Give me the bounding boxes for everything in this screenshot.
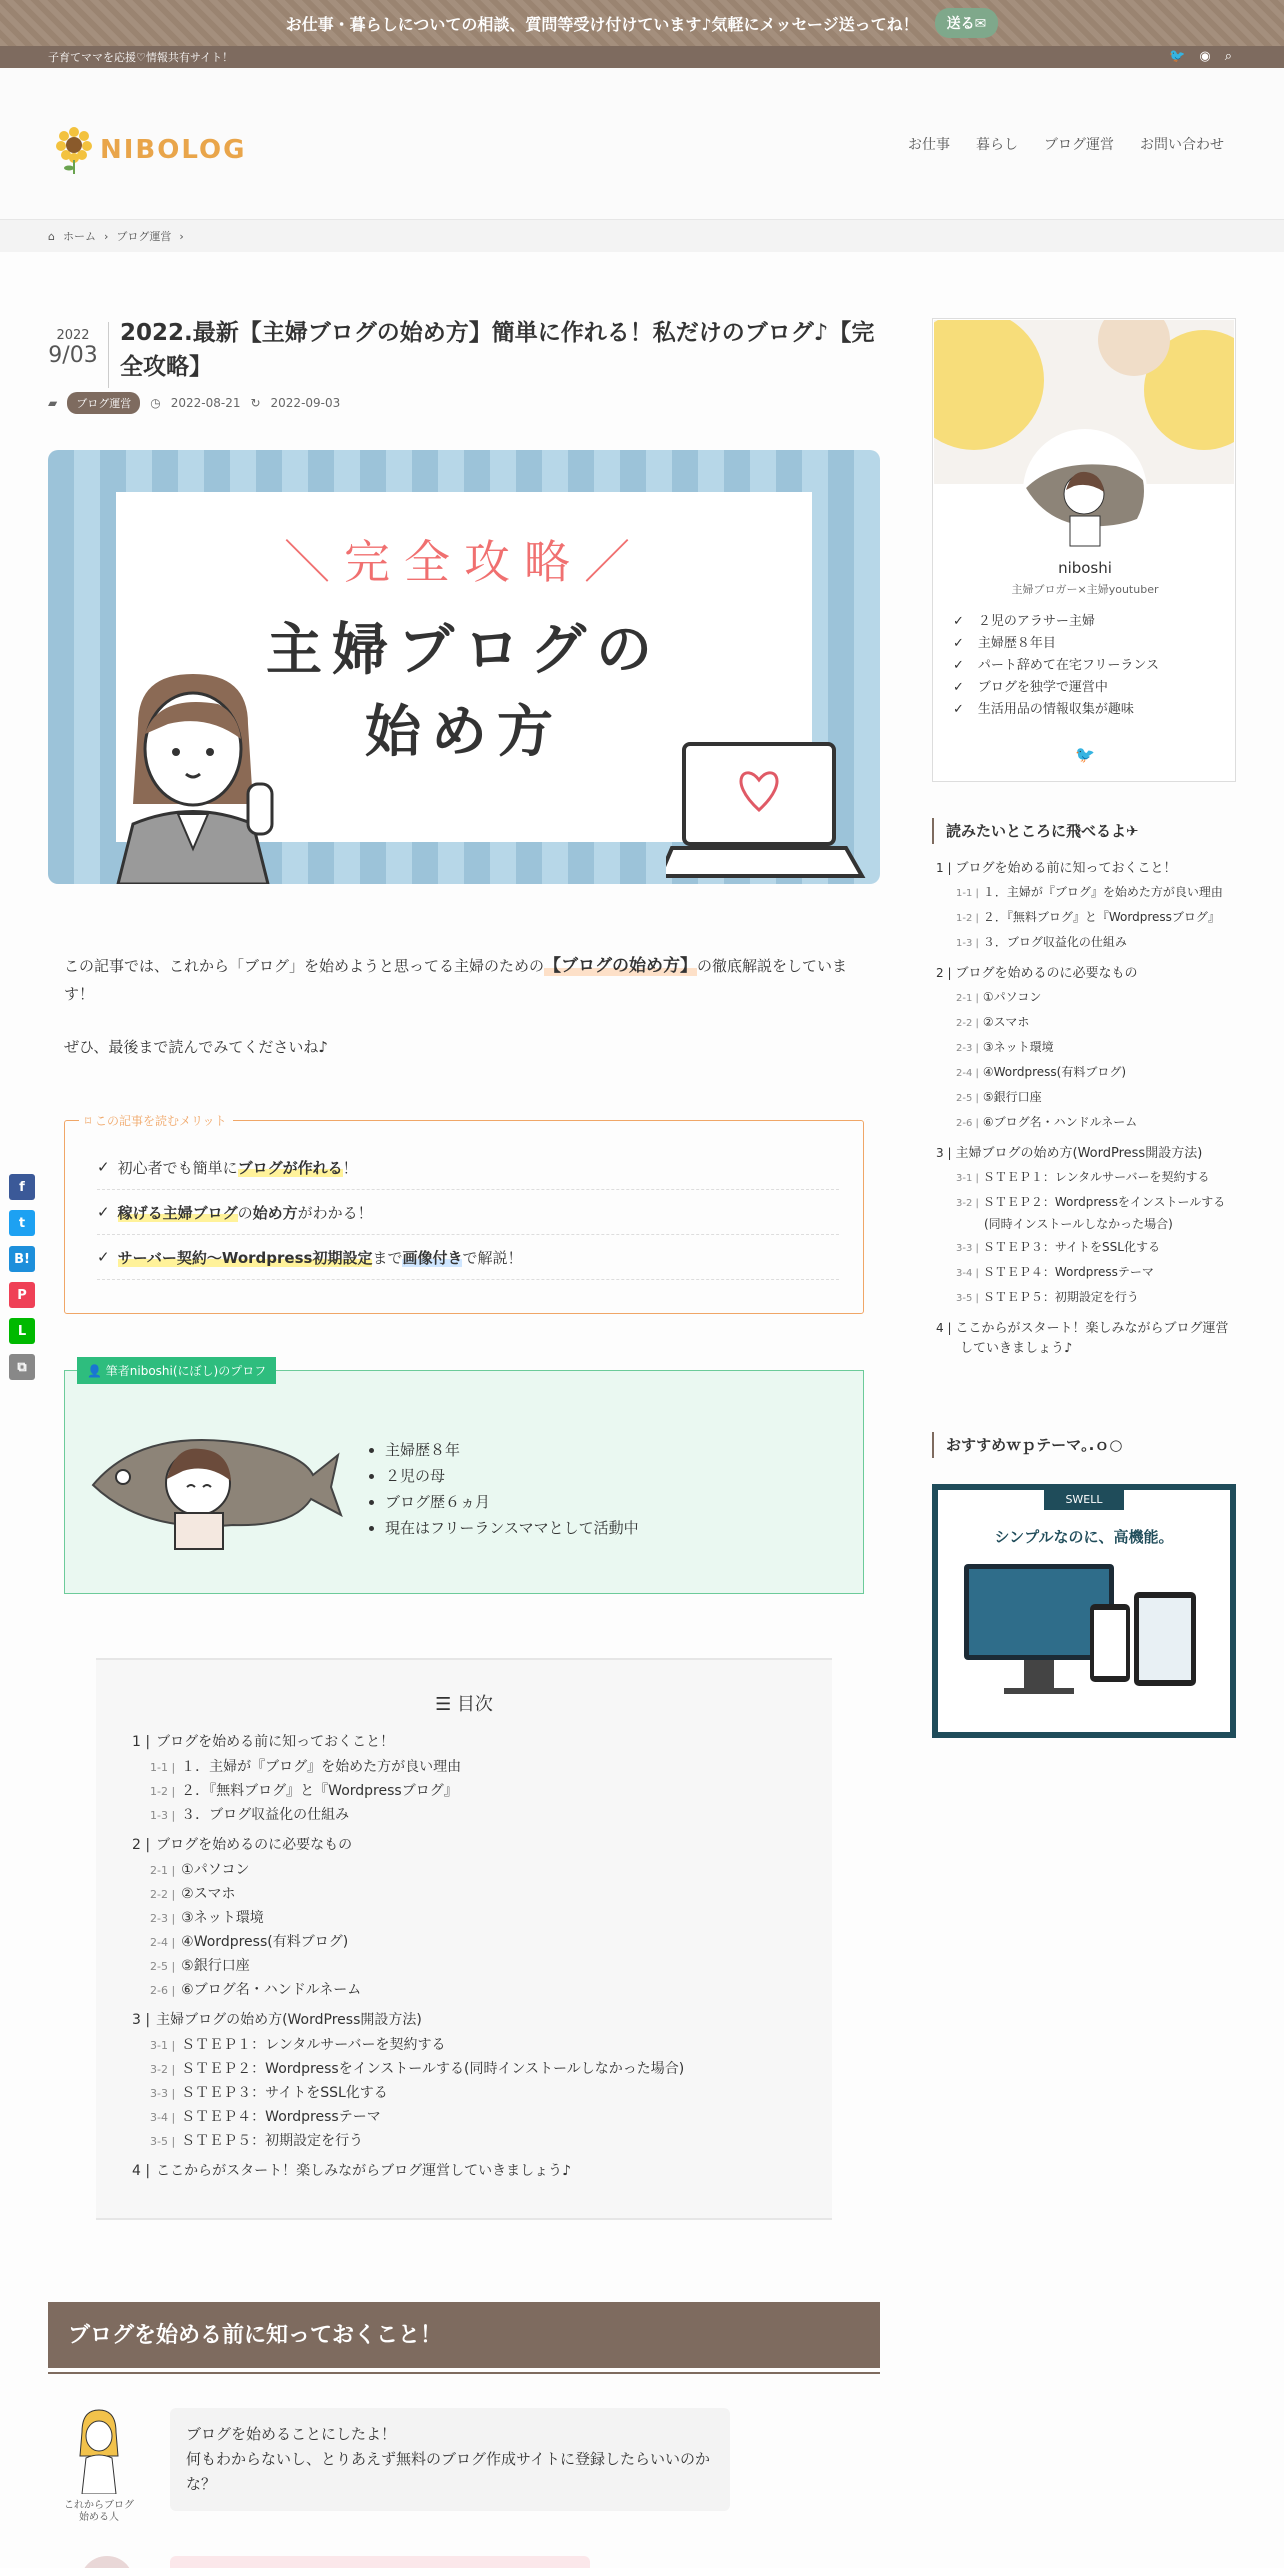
clock-icon: ◷ bbox=[150, 396, 161, 410]
toc-subitem[interactable] bbox=[936, 1287, 1236, 1309]
toc-number: 2-3 | bbox=[150, 1912, 176, 1925]
page-title: 2022.最新【主婦ブログの始め方】簡単に作れる！私だけのブログ♪【完全攻略】 bbox=[120, 320, 875, 380]
list-icon: ☰ bbox=[435, 1694, 457, 1715]
toc-number: 4 | bbox=[936, 1321, 952, 1335]
profile-box-title: 👤 筆者niboshi(にぼし)のプロフ bbox=[77, 1357, 276, 1384]
speaker-avatar bbox=[64, 2408, 134, 2524]
toc-number: 4 | bbox=[132, 2163, 151, 2179]
speaker-caption: これからブログ始める人 bbox=[64, 2500, 134, 2523]
toc-subitem[interactable] bbox=[132, 2081, 812, 2105]
toc-subitem[interactable] bbox=[936, 1012, 1236, 1034]
notice-text: お仕事・暮らしについての相談、質問等受け付けています♪気軽にメッセージ送ってね！ bbox=[285, 14, 919, 34]
toc-subitem[interactable] bbox=[132, 1858, 812, 1882]
profile-widget bbox=[932, 318, 1236, 782]
toc-label: ここからがスタート！楽しみながらブログ運営していきましょう♪ bbox=[156, 2163, 572, 2179]
toc-label: ④Wordpress(有料ブログ) bbox=[982, 1065, 1127, 1079]
pocket-share-icon[interactable]: P bbox=[9, 1282, 35, 1308]
toc-label: 主婦ブログの始め方(WordPress開設方法) bbox=[156, 2012, 422, 2028]
toc-subitem[interactable] bbox=[936, 1062, 1236, 1084]
toc-subitem[interactable] bbox=[936, 1262, 1236, 1284]
eyecatch-title-line1: 主婦ブログの bbox=[266, 618, 662, 683]
folder-icon: ▰ bbox=[48, 396, 58, 410]
updated-date: 2022-09-03 bbox=[270, 396, 341, 410]
toc-label: ＳＴＥＰ３：サイトをSSL化する bbox=[181, 2085, 388, 2101]
toc-number: 2 | bbox=[936, 966, 952, 980]
list-item: • ２児の母 bbox=[385, 1463, 639, 1489]
breadcrumb-home[interactable]: ホーム bbox=[62, 230, 96, 243]
toc-label: ブログを始めるのに必要なもの bbox=[156, 1837, 353, 1853]
toc-label: ブログを始めるのに必要なもの bbox=[955, 966, 1138, 981]
list-item: ✓ 生活用品の情報収集が趣味 bbox=[953, 699, 1159, 721]
profile-name: niboshi bbox=[1058, 559, 1112, 577]
toc-subitem[interactable] bbox=[132, 1755, 812, 1779]
swell-theme-banner[interactable] bbox=[932, 1484, 1236, 1738]
profile-list bbox=[385, 1437, 639, 1541]
toc-item[interactable] bbox=[132, 2159, 812, 2184]
swell-tagline: シンプルなのに、高機能。 bbox=[994, 1528, 1174, 1546]
chevron-right-icon: › bbox=[103, 229, 109, 243]
divider bbox=[108, 322, 109, 388]
toc-number: 3-1 | bbox=[150, 2039, 176, 2052]
eyecatch-title-line2: 始め方 bbox=[365, 700, 563, 765]
merit-list bbox=[97, 1145, 839, 1280]
list-item: ✓ ２児のアラサー主婦 bbox=[953, 611, 1159, 633]
twitter-share-icon[interactable]: t bbox=[9, 1210, 35, 1236]
toc-label: ①パソコン bbox=[982, 990, 1042, 1004]
toc-subitem[interactable] bbox=[132, 1906, 812, 1930]
toc-number: 1-1 | bbox=[150, 1761, 176, 1774]
toc-subitem[interactable] bbox=[936, 1087, 1236, 1109]
toc-label: ③ネット環境 bbox=[982, 1040, 1054, 1054]
breadcrumb-category[interactable]: ブログ運営 bbox=[116, 230, 172, 243]
toc-label: ＳＴＥＰ４：Wordpressテーマ bbox=[982, 1265, 1154, 1279]
facebook-share-icon[interactable]: f bbox=[9, 1174, 35, 1200]
toc-label: ⑤銀行口座 bbox=[982, 1090, 1042, 1104]
user-icon: 👤 bbox=[87, 1364, 106, 1378]
hatena-share-icon[interactable]: B! bbox=[9, 1246, 35, 1272]
toc-label: １．主婦が『ブログ』を始めた方が良い理由 bbox=[982, 885, 1223, 899]
published-date: 2022-08-21 bbox=[170, 396, 241, 410]
toc-number: 3-2 | bbox=[956, 1198, 979, 1209]
toc-label: ここからがスタート！楽しみながらブログ運営していきましょう♪ bbox=[955, 1321, 1229, 1356]
author-profile-box bbox=[64, 1364, 864, 1594]
balloon-text bbox=[170, 2408, 730, 2511]
toc-subitem[interactable] bbox=[936, 1112, 1236, 1134]
toc-label: ＳＴＥＰ１：レンタルサーバーを契約する bbox=[982, 1170, 1210, 1184]
swell-logo: SWELL bbox=[1044, 1490, 1124, 1510]
toc-number: 3 | bbox=[132, 2012, 151, 2028]
table-of-contents bbox=[96, 1658, 832, 2220]
list-item: ✓ サーバー契約～Wordpress初期設定まで画像付きで解説！ bbox=[97, 1235, 839, 1280]
toc-number: 3-3 | bbox=[150, 2087, 176, 2100]
speech-balloon-2 bbox=[170, 2556, 590, 2568]
toc-number: 2-4 | bbox=[150, 1936, 176, 1949]
list-item: ✓ ブログを独学で運営中 bbox=[953, 677, 1159, 699]
toc-subitem[interactable] bbox=[132, 1930, 812, 1954]
toc-label: ＳＴＥＰ５：初期設定を行う bbox=[181, 2133, 364, 2149]
toc-number: 1-1 | bbox=[956, 888, 979, 899]
toc-label: ④Wordpress(有料ブログ) bbox=[181, 1934, 349, 1950]
notice-send-button[interactable]: 送る✉ bbox=[935, 8, 999, 38]
toc-subitem[interactable] bbox=[936, 932, 1236, 954]
subbar-icons bbox=[1169, 49, 1232, 64]
section-heading: ブログを始める前に知っておくこと！ bbox=[48, 2302, 880, 2368]
toc-subitem[interactable] bbox=[936, 1037, 1236, 1059]
niboshi-avatar-illustration bbox=[83, 1415, 343, 1555]
toc-subitem[interactable] bbox=[132, 2105, 812, 2129]
logo-text: NIBOLOG bbox=[100, 135, 247, 165]
toc-label: ③ネット環境 bbox=[181, 1910, 264, 1926]
list-item: ✓ 稼げる主婦ブログの始め方がわかる！ bbox=[97, 1190, 839, 1235]
eyecatch-subtitle: ＼完全攻略／ bbox=[284, 535, 644, 589]
toc-number: 2-1 | bbox=[150, 1864, 176, 1877]
line-share-icon[interactable]: L bbox=[9, 1318, 35, 1344]
toc-number: 3-4 | bbox=[956, 1268, 979, 1279]
balloon-line-1: ブログを始めることにしたよ！ bbox=[186, 2425, 397, 2443]
sub-bar bbox=[0, 46, 1284, 68]
chevron-right-icon: › bbox=[179, 229, 184, 243]
toc-number: 2-6 | bbox=[150, 1984, 176, 1997]
sidebar-toc bbox=[936, 858, 1236, 1368]
eyecatch-image bbox=[48, 450, 880, 884]
sunflower-icon bbox=[56, 126, 92, 174]
site-tagline: 子育てママを応援♡情報共有サイト！ bbox=[48, 51, 234, 64]
site-header bbox=[0, 68, 1284, 220]
toc-number: 3-5 | bbox=[956, 1293, 979, 1304]
laptop-illustration bbox=[666, 740, 866, 880]
nav-item-work[interactable]: お仕事 bbox=[908, 137, 950, 153]
toc-subitem[interactable] bbox=[132, 2129, 812, 2153]
share-buttons bbox=[9, 1174, 35, 1380]
toc-label: ＳＴＥＰ２：Wordpressをインストールする(同時インストールしなかった場合) bbox=[181, 2061, 685, 2077]
avatar bbox=[1023, 429, 1147, 553]
toc-label: ⑥ブログ名・ハンドルネーム bbox=[181, 1982, 362, 1998]
date-box bbox=[48, 328, 98, 368]
toc-label: ３．ブログ収益化の仕組み bbox=[982, 935, 1127, 949]
toc-subitem[interactable] bbox=[132, 1978, 812, 2002]
profile-list bbox=[953, 611, 1159, 721]
toc-label: ＳＴＥＰ５：初期設定を行う bbox=[982, 1290, 1139, 1304]
update-icon: ↻ bbox=[250, 396, 261, 410]
widget-title-theme: おすすめｗｐテーマ｡.ｏ○ bbox=[932, 1432, 1236, 1458]
toc-subitem[interactable] bbox=[936, 907, 1236, 929]
toc-subitem[interactable] bbox=[936, 1192, 1236, 1234]
toc-label: ２．『無料ブログ』と『Wordpressブログ』 bbox=[982, 910, 1220, 924]
date-month-day: 9/03 bbox=[48, 343, 98, 368]
toc-subitem[interactable] bbox=[936, 987, 1236, 1009]
toc-number: 3-4 | bbox=[150, 2111, 176, 2124]
rss-icon[interactable]: ◉ bbox=[1199, 49, 1211, 64]
toc-subitem[interactable] bbox=[132, 1954, 812, 1978]
toc-label: ⑤銀行口座 bbox=[181, 1958, 250, 1974]
toc-number: 1 | bbox=[132, 1734, 151, 1750]
toc-subitem[interactable] bbox=[936, 1237, 1236, 1259]
toc-number: 1-3 | bbox=[150, 1809, 176, 1822]
nav-item-life[interactable]: 暮らし bbox=[976, 137, 1018, 153]
toc-label: ３．ブログ収益化の仕組み bbox=[181, 1807, 350, 1823]
swell-banner-inner bbox=[938, 1490, 1230, 1732]
toc-number: 2-2 | bbox=[956, 1018, 979, 1029]
toc-number: 2-4 | bbox=[956, 1068, 979, 1079]
toc-subitem[interactable] bbox=[132, 1779, 812, 1803]
global-nav bbox=[908, 134, 1224, 154]
post-meta bbox=[48, 392, 340, 414]
housewife-illustration bbox=[98, 664, 298, 884]
toc-list bbox=[132, 1730, 812, 2190]
toc-subitem[interactable] bbox=[936, 1167, 1236, 1189]
toc-label: ②スマホ bbox=[982, 1015, 1030, 1029]
toc-label: ⑥ブログ名・ハンドルネーム bbox=[982, 1115, 1138, 1129]
breadcrumb bbox=[0, 220, 1284, 252]
toc-subitem[interactable] bbox=[132, 2057, 812, 2081]
toc-label: ＳＴＥＰ３：サイトをSSL化する bbox=[982, 1240, 1160, 1254]
toc-label: １．主婦が『ブログ』を始めた方が良い理由 bbox=[181, 1759, 462, 1775]
twitter-icon[interactable]: 🐦 bbox=[1169, 49, 1186, 64]
merit-box bbox=[64, 1114, 864, 1314]
toc-number: 2 | bbox=[132, 1837, 151, 1853]
toc-number: 3-2 | bbox=[150, 2063, 176, 2076]
toc-label: ＳＴＥＰ１：レンタルサーバーを契約する bbox=[181, 2037, 446, 2053]
list-item: ✓ 主婦歴８年目 bbox=[953, 633, 1159, 655]
toc-title: ☰ 目次 bbox=[435, 1694, 493, 1715]
toc-number: 2-5 | bbox=[150, 1960, 176, 1973]
toc-number: 2-5 | bbox=[956, 1093, 979, 1104]
toc-label: ブログを始める前に知っておくこと！ bbox=[955, 861, 1177, 876]
list-item: ✓ 初心者でも簡単にブログが作れる！ bbox=[97, 1145, 839, 1190]
date-year: 2022 bbox=[56, 328, 90, 343]
notice-bar bbox=[0, 0, 1284, 46]
list-item: ✓ パート辞めて在宅フリーランス bbox=[953, 655, 1159, 677]
toc-number: 2-6 | bbox=[956, 1118, 979, 1129]
toc-subitem[interactable] bbox=[132, 1882, 812, 1906]
intro-text-a: この記事では、これから「ブログ」を始めようと思ってる主婦のための bbox=[64, 957, 545, 975]
toc-item[interactable] bbox=[936, 1143, 1236, 1164]
merit-box-title: ⌑ この記事を読むメリット bbox=[79, 1112, 233, 1129]
toc-number: 1-2 | bbox=[956, 913, 979, 924]
search-icon[interactable]: ⌕ bbox=[1224, 49, 1232, 64]
toc-number: 3-3 | bbox=[956, 1243, 979, 1254]
avatar bbox=[80, 2556, 134, 2568]
toc-subitem[interactable] bbox=[132, 2033, 812, 2057]
profile-role: 主婦ブロガー×主婦youtuber bbox=[1011, 583, 1159, 596]
toc-label: ２．『無料ブログ』と『Wordpressブログ』 bbox=[181, 1783, 458, 1799]
list-item: • 主婦歴８年 bbox=[385, 1437, 639, 1463]
niboshi-fish-icon bbox=[1026, 432, 1147, 553]
home-icon: ⌂ bbox=[48, 229, 55, 243]
toc-number: 2-1 | bbox=[956, 993, 979, 1004]
widget-title-toc: 読みたいところに飛べるよ✈ bbox=[932, 818, 1236, 844]
toc-item[interactable] bbox=[936, 858, 1236, 879]
toc-label: ＳＴＥＰ２：Wordpressをインストールする(同時インストールしなかった場合) bbox=[982, 1195, 1226, 1231]
devices-illustration bbox=[964, 1564, 1204, 1724]
balloon-line-2: 何もわからないし、とりあえず無料のブログ作成サイトに登録したらいいのかな？ bbox=[186, 2450, 710, 2493]
toc-item[interactable] bbox=[936, 963, 1236, 984]
toc-label: 主婦ブログの始め方(WordPress開設方法) bbox=[955, 1146, 1203, 1161]
intro-paragraph-2: ぜひ、最後まで読んでみてくださいね♪ bbox=[64, 1038, 328, 1056]
bookmark-icon: ⌑ bbox=[85, 1114, 95, 1128]
toc-number: 2-3 | bbox=[956, 1043, 979, 1054]
check-icon: ✓ bbox=[97, 1158, 110, 1176]
toc-item[interactable] bbox=[132, 1730, 812, 1755]
toc-label: ブログを始める前に知っておくこと！ bbox=[156, 1734, 395, 1750]
intro-text-b: の徹底解説をしています！ bbox=[64, 957, 848, 1003]
copy-link-icon[interactable]: ⧉ bbox=[9, 1354, 35, 1380]
beginner-woman-icon bbox=[74, 2408, 124, 2494]
toc-number: 1-2 | bbox=[150, 1785, 176, 1798]
check-icon: ✓ bbox=[97, 1248, 110, 1266]
nav-item-contact[interactable]: お問い合わせ bbox=[1140, 137, 1224, 153]
toc-item[interactable] bbox=[132, 2008, 812, 2033]
check-icon: ✓ bbox=[97, 1203, 110, 1221]
site-logo[interactable] bbox=[56, 126, 246, 174]
toc-label: ＳＴＥＰ４：Wordpressテーマ bbox=[181, 2109, 381, 2125]
list-item: • 現在はフリーランスママとして活動中 bbox=[385, 1515, 639, 1541]
toc-subitem[interactable] bbox=[132, 1803, 812, 1827]
toc-subitem[interactable] bbox=[936, 882, 1236, 904]
list-item: • ブログ歴６ヵ月 bbox=[385, 1489, 639, 1515]
intro-paragraph bbox=[64, 952, 864, 1008]
toc-item[interactable] bbox=[936, 1318, 1236, 1359]
toc-number: 1-3 | bbox=[956, 938, 979, 949]
toc-number: 1 | bbox=[936, 861, 952, 875]
toc-number: 3-1 | bbox=[956, 1173, 979, 1184]
toc-number: 3-5 | bbox=[150, 2135, 176, 2148]
category-badge[interactable]: ブログ運営 bbox=[67, 392, 140, 414]
twitter-icon[interactable]: 🐦 bbox=[1075, 745, 1095, 764]
toc-number: 2-2 | bbox=[150, 1888, 176, 1901]
toc-label: ②スマホ bbox=[181, 1886, 236, 1902]
intro-highlight: 【ブログの始め方】 bbox=[544, 956, 698, 976]
toc-item[interactable] bbox=[132, 1833, 812, 1858]
toc-number: 3 | bbox=[936, 1146, 952, 1160]
toc-label: ①パソコン bbox=[181, 1862, 250, 1878]
nav-item-blog[interactable]: ブログ運営 bbox=[1044, 137, 1114, 153]
